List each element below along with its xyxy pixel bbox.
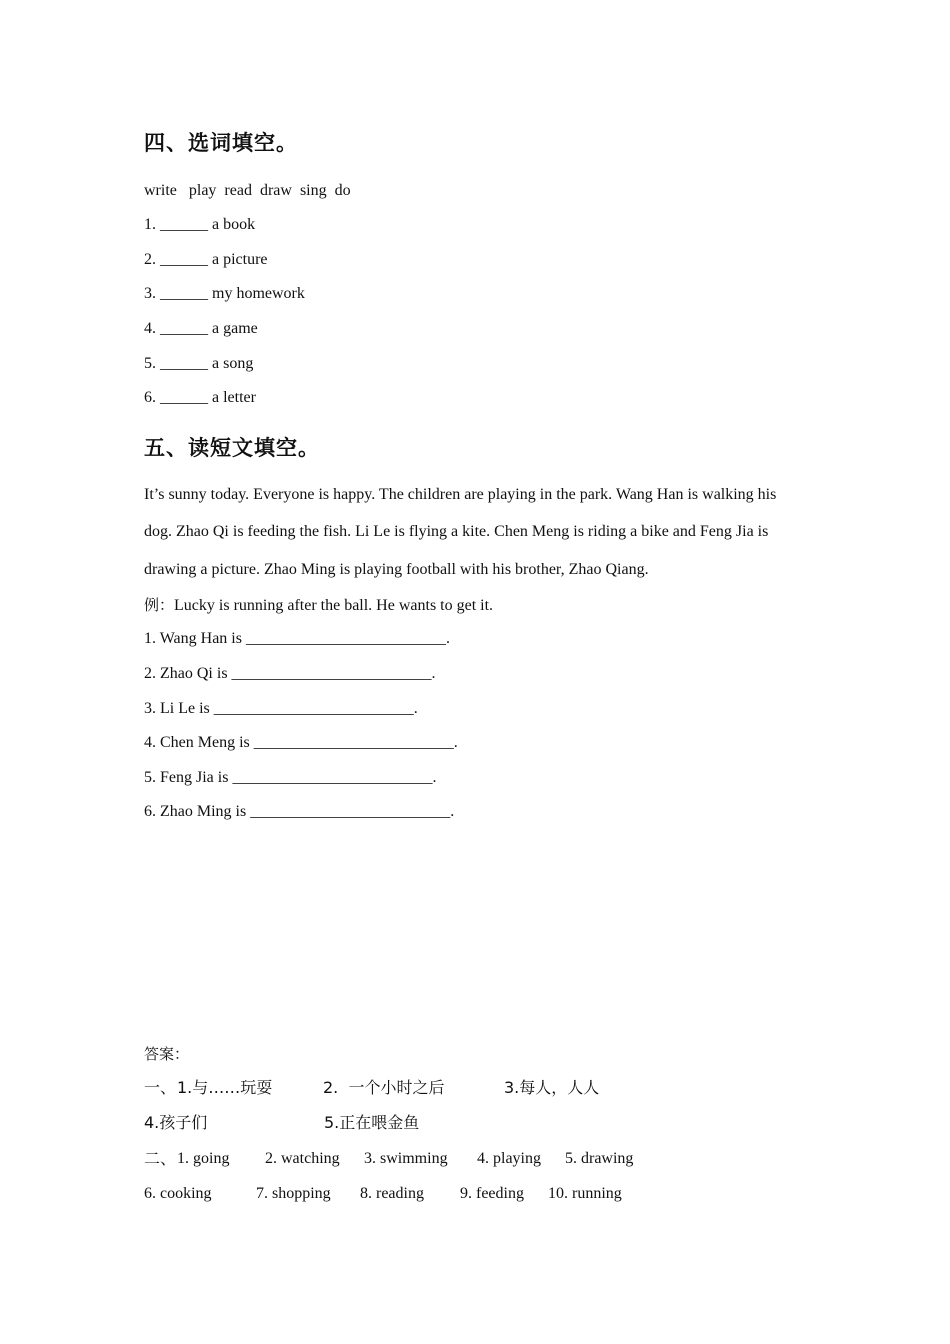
answer2-item-2: 2. watching bbox=[265, 1150, 340, 1167]
answer2-item-1: 1. going bbox=[177, 1150, 230, 1167]
fill-item-1: 1. ______ a book bbox=[144, 216, 256, 233]
answer1-item-3: 3.每人，人人 bbox=[504, 1078, 600, 1097]
example-line bbox=[144, 595, 493, 616]
section4-heading: 四、选词填空。 bbox=[144, 131, 298, 155]
fill-item-3: 3. ______ my homework bbox=[144, 285, 305, 302]
answer2-item-6: 6. cooking bbox=[144, 1185, 212, 1202]
answer2-item-3: 3. swimming bbox=[364, 1150, 448, 1167]
answer1-item-4: 4.孩子们 bbox=[144, 1113, 208, 1132]
answer2-item-9: 9. feeding bbox=[460, 1185, 524, 1202]
reading-item-4: 4. Chen Meng is _________________________. bbox=[144, 734, 458, 751]
fill-item-4: 4. ______ a game bbox=[144, 320, 258, 337]
answer1-item-2: 2. 一个小时之后 bbox=[323, 1078, 445, 1097]
word-bank: write play read draw sing do bbox=[144, 182, 351, 199]
passage-line-1: It’s sunny today. Everyone is happy. The children are playing in the park. Wang Han is walking his bbox=[144, 486, 777, 503]
answer2-item-4: 4. playing bbox=[477, 1150, 541, 1167]
answer2-item-7: 7. shopping bbox=[256, 1185, 331, 1202]
example-label: 例： bbox=[144, 596, 175, 614]
passage-line-2: dog. Zhao Qi is feeding the fish. Li Le is flying a kite. Chen Meng is riding a bike and Feng Jia is bbox=[144, 523, 769, 540]
answer2-item-5: 5. drawing bbox=[565, 1150, 634, 1167]
passage-line-3: drawing a picture. Zhao Ming is playing football with his brother, Zhao Qiang. bbox=[144, 561, 649, 578]
reading-item-6: 6. Zhao Ming is _________________________. bbox=[144, 803, 455, 820]
fill-item-5: 5. ______ a song bbox=[144, 355, 254, 372]
reading-item-1: 1. Wang Han is _________________________. bbox=[144, 630, 450, 647]
reading-item-5: 5. Feng Jia is _________________________. bbox=[144, 769, 437, 786]
reading-item-3: 3. Li Le is _________________________. bbox=[144, 700, 418, 717]
answers-title: 答案： bbox=[144, 1045, 190, 1063]
reading-item-2: 2. Zhao Qi is _________________________. bbox=[144, 665, 436, 682]
answer2-item-8: 8. reading bbox=[360, 1185, 424, 1202]
answer1-item-5: 5.正在喂金鱼 bbox=[324, 1113, 420, 1132]
answer1-label: 一、 bbox=[144, 1078, 177, 1097]
fill-item-2: 2. ______ a picture bbox=[144, 251, 268, 268]
fill-item-6: 6. ______ a letter bbox=[144, 389, 256, 406]
example-text: Lucky is running after the ball. He wants to get it. bbox=[174, 597, 494, 614]
section5-heading: 五、读短文填空。 bbox=[144, 436, 320, 460]
answer2-label: 二、 bbox=[144, 1149, 177, 1168]
answer2-item-10: 10. running bbox=[548, 1185, 622, 1202]
answer1-item-1: 1.与……玩耍 bbox=[177, 1078, 273, 1097]
